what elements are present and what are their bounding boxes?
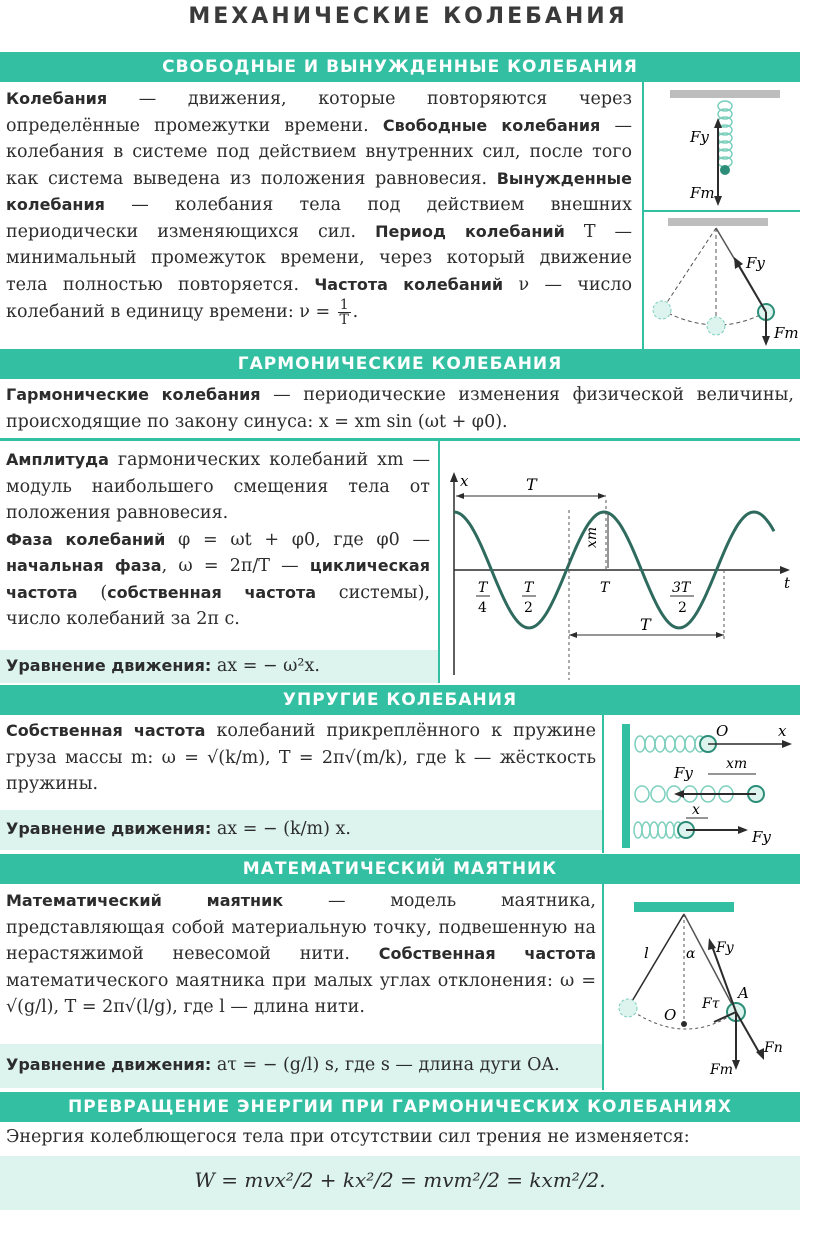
divider	[644, 210, 800, 212]
arrowhead	[716, 632, 724, 638]
arrowhead	[714, 196, 722, 206]
harmonic-equation	[6, 653, 430, 680]
elastic-text	[6, 718, 596, 798]
tick-label: T	[478, 580, 488, 596]
fraction	[338, 298, 351, 327]
tick-label: 3T	[672, 580, 691, 596]
spring	[718, 101, 732, 167]
arrowhead	[456, 493, 464, 499]
equation-label: Уравнение движения:	[6, 1055, 212, 1074]
tick-label: 4	[478, 600, 487, 616]
term-math-pendulum: Математический маятник	[6, 891, 284, 910]
text: φ = ωt + φ0, где φ0 —	[165, 529, 430, 550]
term-natural-frequency: Собственная частота	[6, 721, 206, 740]
spring-figure	[648, 84, 798, 208]
label-ft: Fт	[690, 184, 715, 202]
divider	[438, 441, 440, 683]
axis-label-x: x	[460, 472, 469, 490]
arrowhead	[762, 336, 770, 346]
ball-left	[619, 999, 637, 1017]
tick-label: T	[524, 580, 534, 596]
divider	[0, 438, 800, 441]
pendulum-figure-small	[648, 214, 800, 348]
ceiling	[670, 90, 780, 98]
term-phase: Фаза колебаний	[6, 529, 166, 549]
divider	[642, 82, 644, 349]
label-alpha: α	[686, 946, 696, 962]
text: — колебания тела под действием внешних периодически изменяющихся сил.	[6, 195, 632, 242]
energy-formula: W = mvx²/2 + kx²/2 = mvm²/2 = kxm²/2.	[194, 1168, 606, 1192]
arrowhead	[674, 790, 684, 798]
label-fy: Fу	[716, 940, 734, 956]
text: колебаний прикреплённого к пружине груза массы m: ω = √(k/m), T = 2π√(m/k), где k — жёсткость пружины.	[6, 721, 596, 794]
section-header-energy: ПРЕВРАЩЕНИЕ ЭНЕРГИИ ПРИ ГАРМОНИЧЕСКИХ КОЛЕБАНИЯХ	[0, 1092, 800, 1122]
spring-3	[634, 822, 682, 838]
denominator: T	[339, 312, 349, 328]
text: математического маятника при малых углах отклонения: ω = √(g/l), T = 2π√(l/g), где l — длина нити.	[6, 970, 596, 1017]
spring-1	[635, 736, 705, 752]
arrowhead	[598, 493, 606, 499]
term-natural-frequency: Собственная частота	[378, 944, 596, 963]
label-x: x	[692, 802, 700, 818]
label-fn: Fn	[764, 1040, 783, 1056]
section-header-elastic: УПРУГИЕ КОЛЕБАНИЯ	[0, 685, 800, 715]
force-normal-arrow	[736, 1012, 760, 1054]
term-period: Период колебаний	[375, 221, 565, 241]
text: , ω = 2π/T —	[161, 556, 310, 576]
ball-center	[707, 317, 725, 335]
text: гармонических колебаний xm — модуль наибольшего смещения тела от положения равновесия.	[6, 450, 430, 523]
label-fy: Fу	[752, 828, 772, 846]
arrowhead	[450, 472, 458, 482]
arrowhead	[780, 566, 790, 574]
text: системы), число колебаний за 2π с.	[6, 582, 430, 629]
divider	[602, 884, 604, 1090]
divider	[602, 715, 604, 853]
numerator: 1	[339, 297, 349, 313]
label-xm: xm	[726, 756, 748, 772]
label-fy: Fу	[690, 128, 710, 146]
arrowhead	[708, 938, 716, 950]
text: (	[77, 582, 108, 603]
free-text: Колебания — движения, которые повторяются через определённые промежутки времени. Свободные колебания — колебания в системе под действием внутренних сил, после того как система выведена из положения равновесия. Вынужденные колебания — колебания тела под действием внешних периодически изменяющихся сил. Период колебаний T — минимальный промежуток времени, через который движение тела полностью повторяется. Частота колебаний ν — число колебаний в единицу времени: ν = $\frac{1}{T}$ .	[6, 89, 633, 328]
page-title: МЕХАНИЧЕСКИЕ КОЛЕБАНИЯ	[188, 4, 628, 29]
label-l: l	[644, 944, 649, 962]
label-x: x	[778, 722, 787, 740]
label-ft: Fт	[774, 324, 799, 342]
point-o	[681, 1021, 687, 1027]
label-ft: Fт	[710, 1062, 733, 1078]
term-forced-oscillations: Вынужденные колебания	[6, 168, 632, 214]
equation: aτ = − (g/l) s, где s — длина дуги OA.	[211, 1055, 560, 1075]
spring-horizontal-figure	[608, 718, 798, 852]
term-amplitude: Амплитуда	[6, 450, 109, 469]
text: — колебания в системе под действием внутренних сил, после того как система выведена из положения равновесия.	[6, 115, 632, 189]
elastic-equation	[6, 816, 596, 843]
ceiling	[634, 902, 734, 912]
energy-text: Энергия колеблющегося тела при отсутствии сил трения не изменяется:	[6, 1127, 690, 1147]
section-header-harmonic: ГАРМОНИЧЕСКИЕ КОЛЕБАНИЯ	[0, 349, 800, 379]
arrowhead	[714, 118, 722, 128]
term-natural-frequency: собственная частота	[107, 582, 317, 602]
label-a: A	[738, 984, 749, 1002]
text: T — минимальный промежуток времени, через который движение тела полностью повторяется.	[6, 221, 632, 295]
term-initial-phase: начальная фаза	[6, 556, 162, 575]
label-o: O	[664, 1006, 677, 1024]
text: — периодические изменения физической величины, происходящие по закону синуса: x = xm sin (ωt + φ0).	[6, 385, 794, 432]
amplitude-text	[6, 447, 430, 633]
label-fy: Fу	[746, 254, 766, 272]
pendulum-equation	[6, 1052, 596, 1079]
tick-label: T	[600, 580, 610, 596]
ball-left	[653, 301, 671, 319]
harmonic-definition	[6, 382, 794, 435]
arrowhead	[569, 632, 577, 638]
equation: ax = − (k/m) x.	[211, 819, 351, 839]
pendulum-text	[6, 888, 596, 1021]
thread-left	[628, 914, 684, 1008]
term-frequency: Частота колебаний	[314, 274, 504, 294]
arrowhead	[738, 826, 748, 834]
equation-label: Уравнение движения:	[6, 656, 212, 675]
label-xm: xm	[584, 526, 600, 548]
arrowhead	[782, 740, 792, 748]
tick-label: 2	[678, 600, 687, 616]
term-harmonic: Гармонические колебания	[6, 385, 261, 404]
label-o: O	[716, 722, 729, 740]
equation: ax = − ω²x.	[211, 656, 320, 676]
label-fy: Fу	[674, 764, 694, 782]
term-oscillations: Колебания	[6, 89, 108, 108]
text: — модель маятника, представляющая собой материальную точку, подвешенную на нерастяжимой невесомой нити.	[6, 891, 596, 964]
label-period-bottom: T	[640, 615, 651, 634]
thread-left	[662, 228, 716, 310]
section-header-free: СВОБОДНЫЕ И ВЫНУЖДЕННЫЕ КОЛЕБАНИЯ	[0, 52, 800, 82]
term-free-oscillations: Свободные колебания	[382, 115, 601, 135]
text: ν — число колебаний в единицу времени: ν =	[6, 274, 633, 322]
tick-label: 2	[524, 600, 533, 616]
section-header-pendulum: МАТЕМАТИЧЕСКИЙ МАЯТНИК	[0, 854, 800, 884]
wall	[622, 724, 630, 848]
ceiling	[668, 218, 768, 226]
equation-label: Уравнение движения:	[6, 819, 212, 838]
term-cyclic-frequency: циклическая частота	[6, 556, 430, 602]
pendulum-figure	[608, 888, 798, 1086]
arrowhead	[732, 1060, 740, 1070]
mass	[720, 165, 730, 175]
axis-label-t: t	[784, 574, 791, 592]
sine-graph	[444, 470, 800, 682]
label-period-top: T	[526, 475, 537, 494]
text: — движения, которые повторяются через определённые промежутки времени.	[6, 89, 632, 136]
label-ftau: Fτ	[702, 996, 720, 1012]
